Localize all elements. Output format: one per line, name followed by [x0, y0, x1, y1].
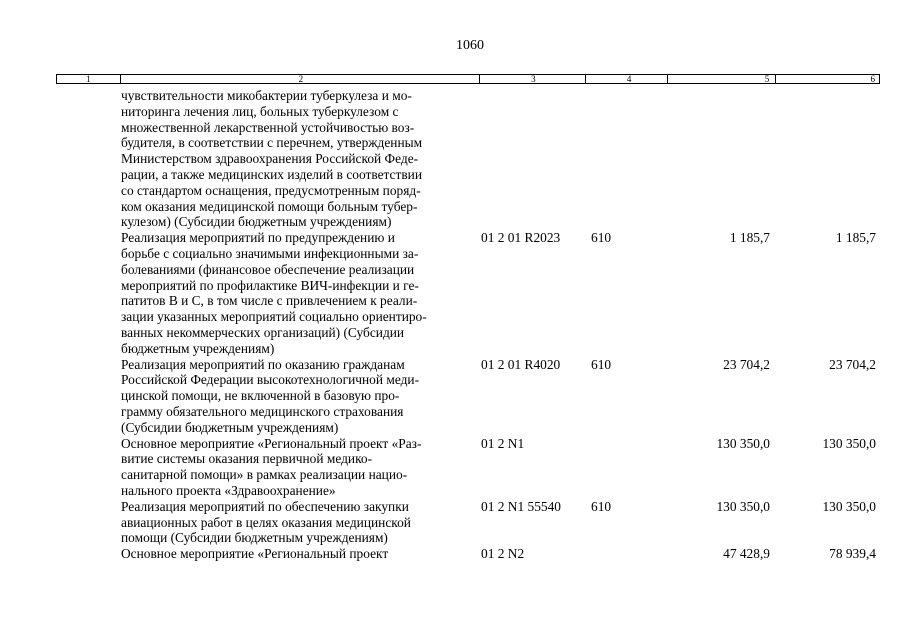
description-cell — [119, 357, 479, 436]
code-cell: 01 2 01 R4020 — [481, 356, 561, 372]
description-cell — [119, 88, 479, 230]
description-line: санитарной помощи» в рамках реализации нацио- — [121, 467, 408, 483]
description-line: борьбе с социально значимыми инфекционными за- — [121, 245, 419, 261]
col-1-cell — [56, 88, 119, 230]
description-line: помощи (Субсидии бюджетным учреждениям) — [121, 530, 388, 546]
expense-type-cell: 610 — [591, 356, 612, 372]
amount-cell-2: 130 350,0 — [822, 498, 876, 514]
header-col-1: 1 — [86, 75, 91, 83]
description-line: мероприятий по профилактике ВИЧ-инфекции и ге- — [121, 277, 419, 293]
table-row — [56, 230, 880, 356]
code-cell: 01 2 N1 — [481, 435, 525, 451]
description-line: бюджетным учреждениям) — [121, 340, 275, 356]
description-line: зации указанных мероприятий социально ориентиро- — [121, 309, 427, 325]
description-line: авиационных работ в целях оказания медицинской — [121, 514, 411, 530]
description-line: витие системы оказания первичной медико- — [121, 451, 373, 467]
table-row — [56, 88, 880, 230]
description-line: ванных некоммерческих организаций) (Субсидии — [121, 324, 405, 340]
col-1-cell — [56, 499, 119, 546]
description-line: Реализация мероприятий по обеспечению закупки — [121, 498, 409, 514]
expense-type-cell: 610 — [591, 230, 612, 246]
amount-cell-2: 23 704,2 — [829, 356, 876, 372]
description-cell — [119, 436, 479, 499]
description-line: (Субсидии бюджетным учреждениям) — [121, 419, 339, 435]
table-row — [56, 357, 880, 436]
expense-type-cell — [585, 88, 667, 230]
header-col-6: 6 — [775, 75, 879, 83]
description-cell — [119, 546, 479, 562]
amount-cell-1: 130 350,0 — [716, 435, 770, 451]
table-body — [56, 88, 880, 562]
code-cell: 01 2 N1 55540 — [481, 498, 561, 514]
header-col-2: 2 — [120, 75, 479, 83]
description-line: грамму обязательного медицинского страхования — [121, 403, 404, 419]
amount-cell-2: 1 185,7 — [835, 230, 876, 246]
amount-cell-2: 130 350,0 — [822, 435, 876, 451]
header-col-3: 3 — [479, 75, 585, 83]
col-1-cell — [56, 230, 119, 356]
col-1-cell — [56, 436, 119, 499]
description-line: множественной лекарственной устойчивостью воз- — [121, 119, 415, 135]
description-line: со стандартом оснащения, предусмотренным поряд- — [121, 182, 421, 198]
description-line: болеваниями (финансовое обеспечение реализации — [121, 261, 415, 277]
description-line: нального проекта «Здравоохранение» — [121, 482, 336, 498]
description-line: Основное мероприятие «Региональный проект — [121, 546, 389, 562]
amount-cell-2: 78 939,4 — [829, 546, 876, 562]
amount-cell-2 — [776, 88, 880, 230]
amount-cell-1: 47 428,9 — [723, 546, 770, 562]
description-line: рации, а также медицинских изделий в соответствии — [121, 166, 422, 182]
description-cell — [119, 499, 479, 546]
description-line: будителя, в соответствии с перечнем, утвержденным — [121, 135, 423, 151]
description-line: Реализация мероприятий по оказанию гражданам — [121, 356, 405, 372]
page-number: 1060 — [456, 38, 484, 53]
table-row — [56, 546, 880, 562]
table-row — [56, 436, 880, 499]
description-line: ниторинга лечения лиц, больных туберкулезом с — [121, 103, 399, 119]
code-cell: 01 2 01 R2023 — [481, 230, 561, 246]
description-line: Основное мероприятие «Региональный проект «Раз- — [121, 435, 422, 451]
code-cell — [479, 88, 585, 230]
col-1-cell — [56, 546, 119, 562]
description-line: ком оказания медицинской помощи больным тубер- — [121, 198, 418, 214]
description-line: Министерством здравоохранения Российской Феде- — [121, 151, 419, 167]
description-line: Российской Федерации высокотехнологичной меди- — [121, 372, 420, 388]
amount-cell-1: 23 704,2 — [723, 356, 770, 372]
description-line: патитов В и С, в том числе с привлечением к реали- — [121, 293, 418, 309]
amount-cell-1: 130 350,0 — [716, 498, 770, 514]
table-row — [56, 499, 880, 546]
description-line: цинской помощи, не включенной в базовую про- — [121, 388, 400, 404]
col-1-cell — [56, 357, 119, 436]
description-line: Реализация мероприятий по предупреждению и — [121, 230, 395, 246]
code-cell: 01 2 N2 — [481, 546, 525, 562]
description-line: кулезом) (Субсидии бюджетным учреждениям) — [121, 214, 392, 230]
description-cell — [119, 230, 479, 356]
description-line: чувствительности микобактерии туберкулеза и мо- — [121, 88, 412, 103]
table-header-row — [56, 74, 880, 84]
expense-type-cell — [585, 546, 667, 562]
expense-type-cell — [585, 436, 667, 499]
amount-cell-1: 1 185,7 — [729, 230, 770, 246]
header-col-4: 4 — [585, 75, 667, 83]
header-col-5: 5 — [667, 75, 776, 83]
expense-type-cell: 610 — [591, 498, 612, 514]
amount-cell-1 — [667, 88, 776, 230]
